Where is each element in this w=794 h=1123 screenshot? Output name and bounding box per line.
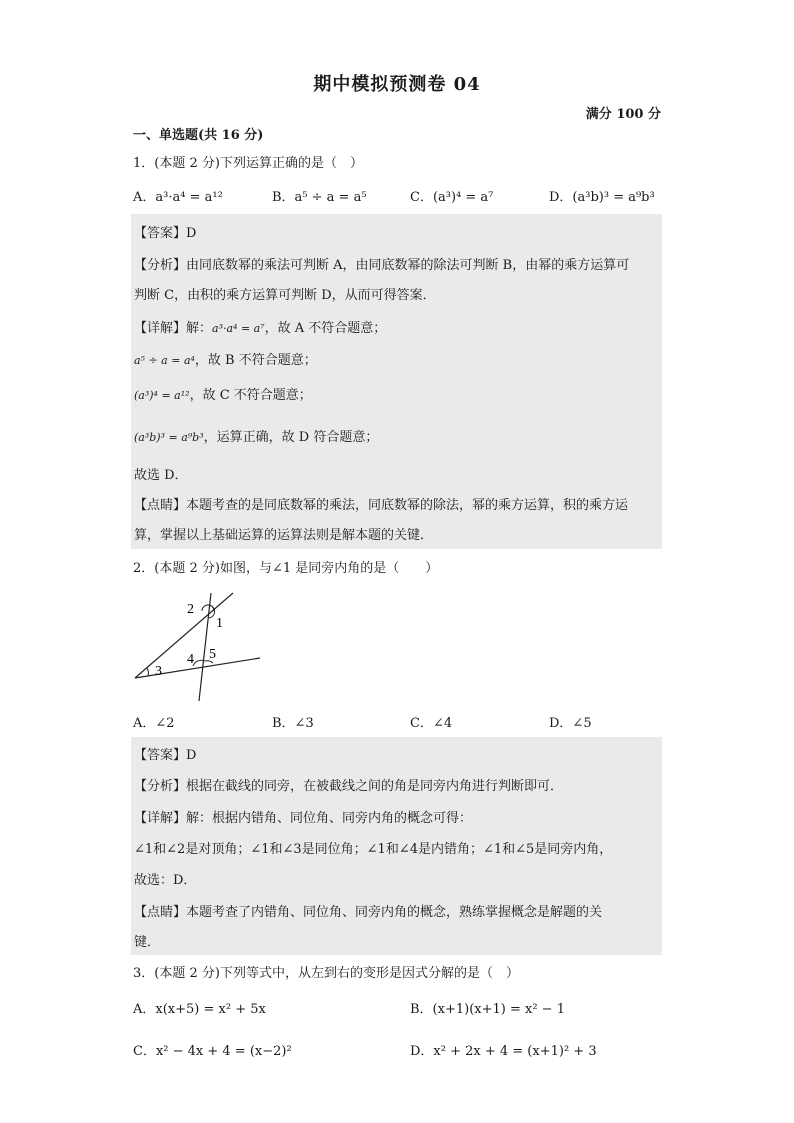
- q2-conclusion: 故选：D．: [134, 873, 197, 888]
- q1-detail-text3: ，故 C 不符合题意；: [189, 388, 312, 403]
- q1-answer: 【答案】D: [134, 226, 197, 241]
- q2-answer: 【答案】D: [134, 748, 197, 763]
- q1-detail-line1: [134, 317, 386, 336]
- q2-answer-box: [131, 737, 662, 955]
- q1-detail-line3: [134, 384, 312, 403]
- q1-option-c: C．(a³)⁴ = a⁷: [410, 190, 494, 205]
- q2-option-d: D．∠5: [549, 716, 592, 731]
- angle-label-4: 4: [187, 652, 194, 667]
- angle-label-3: 3: [155, 664, 162, 679]
- q1-detail-text1: ，故 A 不符合题意；: [264, 321, 387, 336]
- q2-option-a: A．∠2: [133, 716, 175, 731]
- full-mark: 满分 100 分: [585, 107, 661, 122]
- q2-option-c: C．∠4: [410, 716, 453, 731]
- q2-detail-line2: ∠1和∠2是对顶角；∠1和∠3是同位角；∠1和∠4是内错角；∠1和∠5是同旁内角，: [134, 842, 613, 857]
- q1-detail-math1: a³·a⁴ = a⁷: [212, 322, 265, 335]
- q1-option-b: B．a⁵ ÷ a = a⁵: [272, 190, 367, 205]
- q3-option-b: B．(x+1)(x+1) = x² − 1: [410, 1002, 565, 1017]
- q1-detail-text2: ，故 B 不符合题意；: [194, 353, 317, 368]
- angle-label-1: 1: [216, 616, 223, 631]
- page-title: 期中模拟预测卷 04: [313, 74, 481, 95]
- angle-label-5: 5: [209, 647, 216, 662]
- q2-figure: [125, 585, 270, 705]
- q2-analysis: 【分析】根据在截线的同旁，在被截线之间的角是同旁内角进行判断即可．: [134, 779, 564, 794]
- q1-analysis-line2: 判断 C，由积的乘方运算可判断 D，从而可得答案．: [134, 288, 436, 303]
- q1-conclusion: 故选 D．: [134, 468, 188, 483]
- q1-detail-math3: (a³)⁴ = a¹²: [134, 389, 190, 402]
- angle-3-arc: [147, 668, 148, 676]
- q1-comment-line2: 算，掌握以上基础运算的运算法则是解本题的关键．: [134, 528, 434, 543]
- q2-detail: 【详解】解：根据内错角、同位角、同旁内角的概念可得：: [134, 811, 473, 826]
- q2-stem: 2．(本题 2 分)如图，与∠1 是同旁内角的是（ ）: [133, 561, 439, 576]
- q1-detail-label: 【详解】解：: [134, 321, 213, 336]
- q3-option-d: D．x² + 2x + 4 = (x+1)² + 3: [410, 1044, 597, 1059]
- q2-comment-line2: 键．: [134, 935, 161, 950]
- q3-stem: 3．(本题 2 分)下列等式中，从左到右的变形是因式分解的是（ ）: [133, 966, 519, 981]
- q1-detail-text4: ，运算正确，故 D 符合题意；: [203, 430, 379, 445]
- q1-detail-line2: [134, 349, 317, 368]
- q2-option-b: B．∠3: [272, 716, 314, 731]
- q1-analysis-line1: 【分析】由同底数幂的乘法可判断 A，由同底数幂的除法可判断 B，由幂的乘方运算可: [134, 258, 630, 273]
- section-heading: 一、单选题(共 16 分): [133, 128, 264, 143]
- q3-option-a: A．x(x+5) = x² + 5x: [133, 1002, 266, 1017]
- q1-detail-line4: [134, 426, 378, 445]
- angle-label-2: 2: [187, 602, 194, 617]
- q1-answer-box: [131, 214, 662, 549]
- q1-detail-math4: (a³b)³ = a⁹b³: [134, 431, 204, 444]
- q1-comment-line1: 【点睛】本题考查的是同底数幂的乘法，同底数幂的除法，幂的乘方运算，积的乘方运: [134, 498, 629, 513]
- q1-detail-math2: a⁵ ÷ a = a⁴: [134, 354, 195, 367]
- q1-option-d: D．(a³b)³ = a⁹b³: [549, 190, 655, 205]
- q1-option-a: A．a³·a⁴ = a¹²: [133, 190, 223, 205]
- q3-option-c: C．x² − 4x + 4 = (x−2)²: [133, 1044, 292, 1059]
- q1-stem: 1．(本题 2 分)下列运算正确的是（ ）: [133, 156, 363, 171]
- q2-comment-line1: 【点睛】本题考查了内错角、同位角、同旁内角的概念，熟练掌握概念是解题的关: [134, 905, 603, 920]
